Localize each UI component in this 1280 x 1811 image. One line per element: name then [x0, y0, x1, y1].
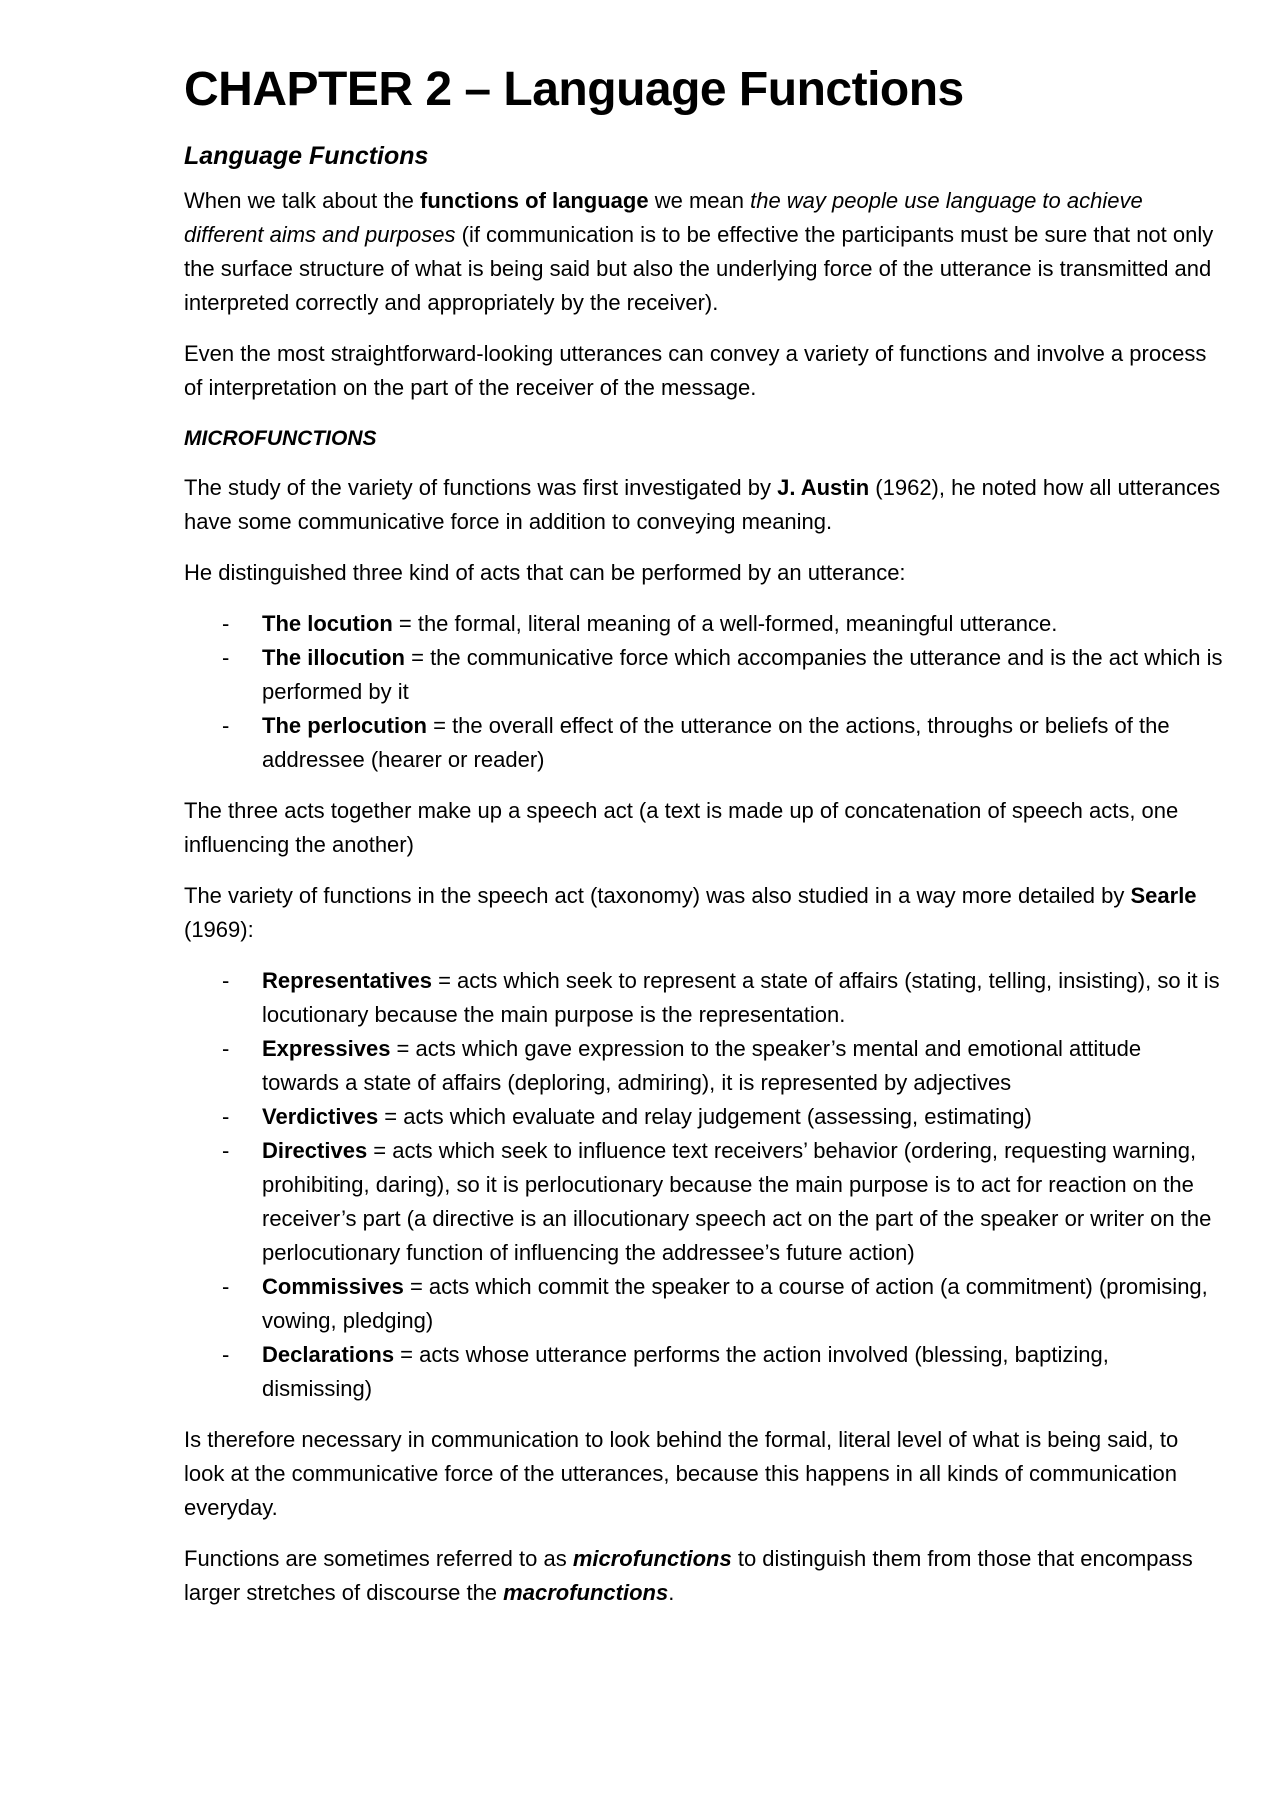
macrofunctions-paragraph [184, 1542, 1224, 1610]
searle-paragraph [184, 879, 1224, 947]
text-run: When we talk about the [184, 188, 421, 213]
item-description: = acts whose utterance performs the action involved (blessing, baptizing, dismissing) [262, 1342, 1109, 1401]
text-run: to distinguish them from those that encompass larger stretches of discourse the [184, 1546, 1193, 1605]
list-item [184, 1100, 1224, 1134]
section-subtitle: Language Functions [184, 142, 429, 170]
bold-term: Declarations [262, 1342, 395, 1367]
bold-term: Directives [262, 1138, 368, 1163]
dash-bullet: - [222, 968, 230, 993]
document-page [184, 62, 1224, 1627]
list-item [184, 641, 1224, 709]
dash-bullet: - [222, 611, 230, 636]
dash-bullet: - [222, 1138, 230, 1163]
item-description: = acts which seek to influence text receivers’ behavior (ordering, requesting warning, prohibiting, daring), so it is perlocutionary because the main purpose is to act for reaction on the receiver’s part (a directive is an illocutionary speech act on the part of the speaker or writer on the perlocutionary function of influencing the addressee’s future action) [262, 1138, 1212, 1265]
text-run: . [668, 1580, 675, 1605]
bold-term: The perlocution [262, 713, 427, 738]
bold-term: Expressives [262, 1036, 391, 1061]
intro-paragraph [184, 184, 1224, 320]
list-item [184, 1338, 1224, 1406]
searle-list [184, 964, 1224, 1406]
list-item [184, 709, 1224, 777]
dash-bullet: - [222, 1104, 230, 1129]
list-item [184, 964, 1224, 1032]
item-description: = acts which gave expression to the speaker’s mental and emotional attitude towards a state of affairs (deploring, admiring), it is represented by adjectives [262, 1036, 1142, 1095]
bold-term: Verdictives [262, 1104, 379, 1129]
list-item [184, 1134, 1224, 1270]
text-run: we mean [648, 188, 751, 213]
text-run: (1969): [184, 917, 254, 942]
bold-italic-term: microfunctions [572, 1546, 732, 1571]
acts-list [184, 607, 1224, 777]
item-description: = acts which evaluate and relay judgement (assessing, estimating) [378, 1104, 1032, 1129]
bold-term: The illocution [262, 645, 405, 670]
bold-term: J. Austin [777, 475, 870, 500]
bold-term: functions of language [420, 188, 649, 213]
communication-paragraph: Is therefore necessary in communication to look behind the formal, literal level of what is being said, to look at the communicative force of the utterances, because this happens in all kinds of communication everyday. [184, 1427, 1179, 1520]
text-run: Functions are sometimes referred to as [184, 1546, 573, 1571]
text-run: (1962), he noted how all utterances have some communicative force in addition to conveying meaning. [184, 475, 1221, 534]
item-description: = acts which seek to represent a state of affairs (stating, telling, insisting), so it is locutionary because the main purpose is the representation. [262, 968, 1220, 1027]
dash-bullet: - [222, 1342, 230, 1367]
list-item [184, 607, 1224, 641]
item-description: = the communicative force which accompanies the utterance and is the act which is performed by it [262, 645, 1223, 704]
dash-bullet: - [222, 1036, 230, 1061]
item-description: = the overall effect of the utterance on the actions, throughs or beliefs of the addressee (hearer or reader) [262, 713, 1170, 772]
bold-italic-term: macrofunctions [503, 1580, 669, 1605]
item-description: = acts which commit the speaker to a course of action (a commitment) (promising, vowing, pledging) [262, 1274, 1208, 1333]
dash-bullet: - [222, 645, 230, 670]
item-description: = the formal, literal meaning of a well-formed, meaningful utterance. [392, 611, 1058, 636]
speech-act-paragraph: The three acts together make up a speech act (a text is made up of concatenation of speech acts, one influencing the another) [184, 798, 1179, 857]
text-run: The variety of functions in the speech act (taxonomy) was also studied in a way more detailed by [184, 883, 1131, 908]
interpretation-paragraph: Even the most straightforward-looking utterances can convey a variety of functions and involve a process of interpretation on the part of the receiver of the message. [184, 341, 1207, 400]
text-run: The study of the variety of functions was first investigated by [184, 475, 778, 500]
chapter-title: CHAPTER 2 – Language Functions [184, 63, 964, 116]
bold-term: The locution [262, 611, 393, 636]
microfunctions-heading: MICROFUNCTIONS [184, 427, 377, 450]
list-item [184, 1032, 1224, 1100]
text-run: (if communication is to be effective the participants must be sure that not only the surface structure of what is being said but also the underlying force of the utterance is transmitted and interpreted correctly and appropriately by the receiver). [184, 222, 1214, 315]
list-item [184, 1270, 1224, 1338]
acts-intro-paragraph: He distinguished three kind of acts that can be performed by an utterance: [184, 560, 906, 585]
bold-term: Searle [1130, 883, 1197, 908]
dash-bullet: - [222, 713, 230, 738]
bold-term: Representatives [262, 968, 432, 993]
bold-term: Commissives [262, 1274, 404, 1299]
austin-paragraph [184, 471, 1224, 539]
dash-bullet: - [222, 1274, 230, 1299]
italic-phrase: the way people use language to achieve different aims and purposes [184, 188, 1143, 247]
